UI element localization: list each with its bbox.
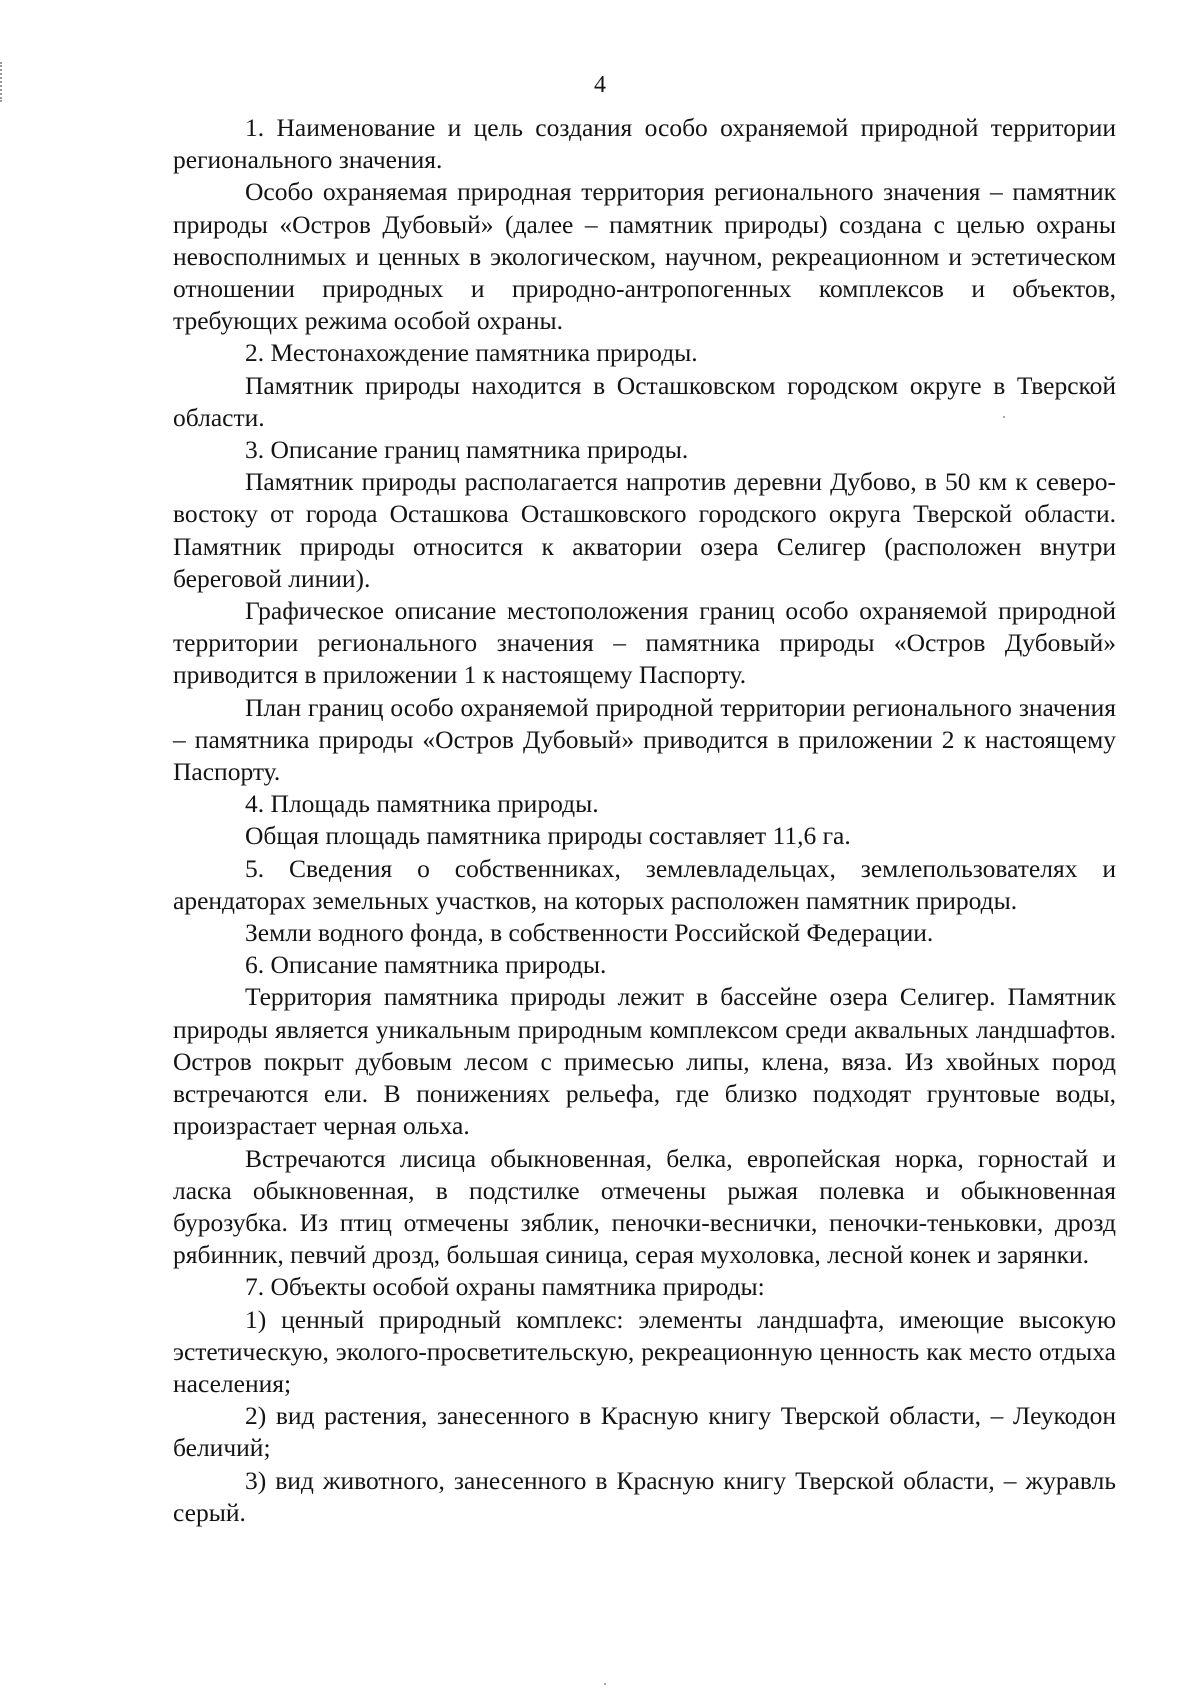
scan-speck: [604, 1683, 606, 1685]
section-6-fauna-text: Встречаются лисица обыкновенная, белка, европейская норка, горностай и ласка обыкновенная, в подстилке отмечены рыжая полевка и обыкновенная бурозубка. Из птиц отмечены зяблик, пеночки-веснички, пеночки-теньковки, дрозд рябинник, певчий дрозд, большая синица, серая мухоловка, лесной конек и зарянки.: [173, 1143, 1116, 1270]
section-1-heading: 1. Наименование и цель создания особо охраняемой природной территории регионального значения.: [173, 113, 1116, 175]
section-7-heading: 7. Объекты особой охраны памятника природы:: [245, 1272, 765, 1302]
section-7-item-2: 2) вид растения, занесенного в Красную книгу Тверской области, – Леукодон беличий;: [173, 1401, 1116, 1463]
section-3-graphic-description: Графическое описание местоположения границ особо охраняемой природной территории регионального значения – памятника природы «Остров Дубовый» приводится в приложении 1 к настоящему Паспорту.: [173, 596, 1116, 690]
section-5-text: Земли водного фонда, в собственности Российской Федерации.: [245, 918, 934, 948]
page-number: 4: [594, 72, 606, 98]
section-4-heading: 4. Площадь памятника природы.: [245, 789, 599, 819]
section-2-text: Памятник природы находится в Осташковском городском округе в Тверской области.: [173, 370, 1116, 432]
section-1-text: Особо охраняемая природная территория регионального значения – памятник природы «Остров Дубовый» (далее – памятник природы) создана с целью охраны невосполнимых и ценных в экологическом, научном, рекреационном и эстетическом отношении природных и природно-антропогенных комплексов и объектов, требующих режима особой охраны.: [173, 177, 1116, 336]
section-5-heading: 5. Сведения о собственниках, землевладельцах, землепользователях и арендаторах земельных участков, на которых расположен памятник природы.: [173, 853, 1116, 915]
section-4-text: Общая площадь памятника природы составляет 11,6 га.: [245, 821, 851, 851]
section-2-heading: 2. Местонахождение памятника природы.: [245, 338, 698, 368]
section-6-heading: 6. Описание памятника природы.: [245, 950, 607, 980]
section-3-boundary-plan: План границ особо охраняемой природной территории регионального значения – памятника природы «Остров Дубовый» приводится в приложении 2 к настоящему Паспорту.: [173, 692, 1116, 787]
section-3-text: Памятник природы располагается напротив деревни Дубово, в 50 км к северо-востоку от города Осташкова Осташковского городского округа Тверской области. Памятник природы относится к акватории озера Селигер (расположен внутри береговой линии).: [173, 467, 1116, 593]
section-3-heading: 3. Описание границ памятника природы.: [245, 435, 689, 465]
section-7-item-3: 3) вид животного, занесенного в Красную книгу Тверской области, – журавль серый.: [173, 1465, 1116, 1527]
document-body: [173, 112, 1116, 1529]
section-6-flora-text: Территория памятника природы лежит в бассейне озера Селигер. Памятник природы является уникальным природным комплексом среди аквальных ландшафтов. Остров покрыт дубовым лесом с примесью липы, клена, вяза. Из хвойных пород встречаются ели. В понижениях рельефа, где близко подходят грунтовые воды, произрастает черная ольха.: [173, 982, 1116, 1141]
section-7-item-1: 1) ценный природный комплекс: элементы ландшафта, имеющие высокую эстетическую, эколого-просветительскую, рекреационную ценность как место отдыха населения;: [173, 1304, 1116, 1398]
